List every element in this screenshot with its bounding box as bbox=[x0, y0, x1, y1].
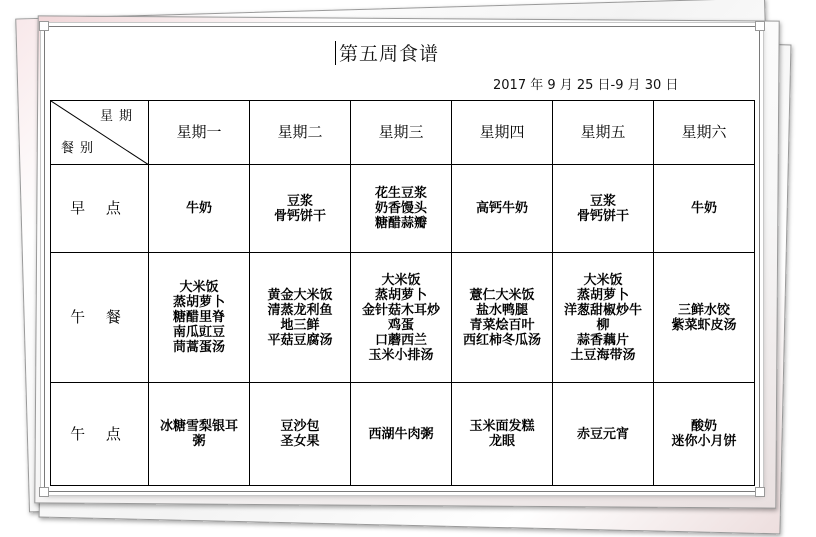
day-header-mon: 星期一 bbox=[149, 101, 250, 165]
dish-item: 金针菇木耳炒 bbox=[361, 302, 440, 318]
dish-item: 蒜香藕片 bbox=[576, 332, 629, 348]
menu-cell bbox=[351, 165, 452, 253]
menu-cell bbox=[149, 253, 250, 383]
dish-item: 青菜烩百叶 bbox=[469, 317, 535, 333]
dish-item: 粥 bbox=[192, 434, 206, 449]
dish-item: 龙眼 bbox=[488, 434, 515, 449]
dish-item: 玉米小排汤 bbox=[368, 347, 434, 363]
dish-item: 大米饭 bbox=[381, 272, 421, 288]
menu-card bbox=[44, 26, 760, 492]
dish-item: 骨钙饼干 bbox=[273, 208, 326, 224]
menu-table bbox=[50, 100, 755, 486]
dish-item: 豆沙包 bbox=[280, 419, 320, 434]
menu-cell bbox=[553, 165, 654, 253]
dish-item: 南瓜豇豆 bbox=[172, 325, 225, 340]
dish-item: 大米饭 bbox=[583, 272, 623, 288]
menu-cell bbox=[250, 165, 351, 253]
dish-item: 蒸胡萝卜 bbox=[172, 295, 225, 310]
menu-cell bbox=[452, 383, 553, 486]
dish-item: 酸奶 bbox=[690, 419, 717, 434]
dish-item: 冰糖雪梨银耳 bbox=[159, 419, 238, 434]
menu-cell bbox=[149, 165, 250, 253]
menu-cell bbox=[452, 165, 553, 253]
dish-item: 盐水鸭腿 bbox=[475, 302, 528, 318]
menu-cell bbox=[351, 383, 452, 486]
dish-item: 口蘑西兰 bbox=[374, 332, 427, 348]
menu-cell bbox=[654, 253, 755, 383]
day-header-wed: 星期三 bbox=[351, 101, 452, 165]
menu-cell bbox=[553, 253, 654, 383]
dish-item: 迷你小月饼 bbox=[671, 434, 737, 449]
dish-item: 糖醋里脊 bbox=[172, 310, 225, 325]
menu-cell bbox=[149, 383, 250, 486]
dish-item: 豆浆 bbox=[589, 193, 616, 209]
corner-label-weekday: 星期 bbox=[99, 109, 138, 124]
meal-label-lunch: 午 餐 bbox=[51, 253, 149, 383]
resize-handle-top-left[interactable] bbox=[39, 21, 49, 31]
table-row-snack bbox=[51, 383, 755, 486]
table-row-lunch bbox=[51, 253, 755, 383]
dish-item: 清蒸龙利鱼 bbox=[267, 302, 333, 318]
resize-handle-top-right[interactable] bbox=[755, 21, 765, 31]
dish-item: 赤豆元宵 bbox=[576, 426, 629, 442]
dish-item: 蒸胡萝卜 bbox=[576, 287, 629, 303]
menu-cell bbox=[654, 165, 755, 253]
dish-item: 骨钙饼干 bbox=[576, 208, 629, 224]
menu-cell bbox=[452, 253, 553, 383]
menu-cell bbox=[250, 383, 351, 486]
menu-cell bbox=[351, 253, 452, 383]
day-header-tue: 星期二 bbox=[250, 101, 351, 165]
meal-label-breakfast: 早 点 bbox=[51, 165, 149, 253]
dish-item: 柳 bbox=[596, 317, 610, 333]
dish-item: 薏仁大米饭 bbox=[469, 287, 535, 303]
dish-item: 西湖牛肉粥 bbox=[368, 426, 434, 442]
date-range[interactable]: 2017 年 9 月 25 日-9 月 30 日 bbox=[493, 78, 679, 93]
menu-cell bbox=[553, 383, 654, 486]
header-corner-cell bbox=[51, 101, 149, 165]
menu-cell bbox=[250, 253, 351, 383]
header-row bbox=[51, 101, 755, 165]
dish-item: 蒸胡萝卜 bbox=[374, 287, 427, 303]
dish-item: 紫菜虾皮汤 bbox=[671, 317, 737, 333]
dish-item: 黄金大米饭 bbox=[267, 287, 333, 303]
document-title[interactable]: 第五周食谱 bbox=[339, 43, 440, 65]
dish-item: 三鲜水饺 bbox=[677, 302, 730, 318]
dish-item: 地三鲜 bbox=[280, 317, 320, 333]
dish-item: 豆浆 bbox=[286, 193, 313, 209]
day-header-thu: 星期四 bbox=[452, 101, 553, 165]
dish-item: 洋葱甜椒炒牛 bbox=[563, 302, 642, 318]
meal-label-snack: 午 点 bbox=[51, 383, 149, 486]
dish-item: 鸡蛋 bbox=[387, 317, 414, 333]
text-cursor bbox=[335, 41, 336, 65]
resize-handle-bottom-left[interactable] bbox=[39, 487, 49, 497]
dish-item: 高钙牛奶 bbox=[475, 201, 528, 216]
dish-item: 玉米面发糕 bbox=[469, 419, 535, 434]
day-header-fri: 星期五 bbox=[553, 101, 654, 165]
menu-cell bbox=[654, 383, 755, 486]
dish-item: 西红柿冬瓜汤 bbox=[462, 332, 541, 348]
day-header-sat: 星期六 bbox=[654, 101, 755, 165]
dish-item: 圣女果 bbox=[280, 434, 320, 449]
dish-item: 平菇豆腐汤 bbox=[267, 332, 333, 348]
dish-item: 牛奶 bbox=[185, 201, 212, 216]
dish-item: 茼蒿蛋汤 bbox=[172, 340, 225, 355]
dish-item: 土豆海带汤 bbox=[570, 347, 636, 363]
dish-item: 牛奶 bbox=[690, 201, 717, 216]
dish-item: 花生豆浆 bbox=[374, 186, 427, 201]
resize-handle-bottom-right[interactable] bbox=[755, 487, 765, 497]
table-row-breakfast bbox=[51, 165, 755, 253]
dish-item: 糖醋蒜瓣 bbox=[374, 216, 427, 231]
dish-item: 奶香馒头 bbox=[374, 201, 427, 216]
corner-label-meal: 餐别 bbox=[61, 141, 100, 156]
dish-item: 大米饭 bbox=[179, 280, 219, 295]
